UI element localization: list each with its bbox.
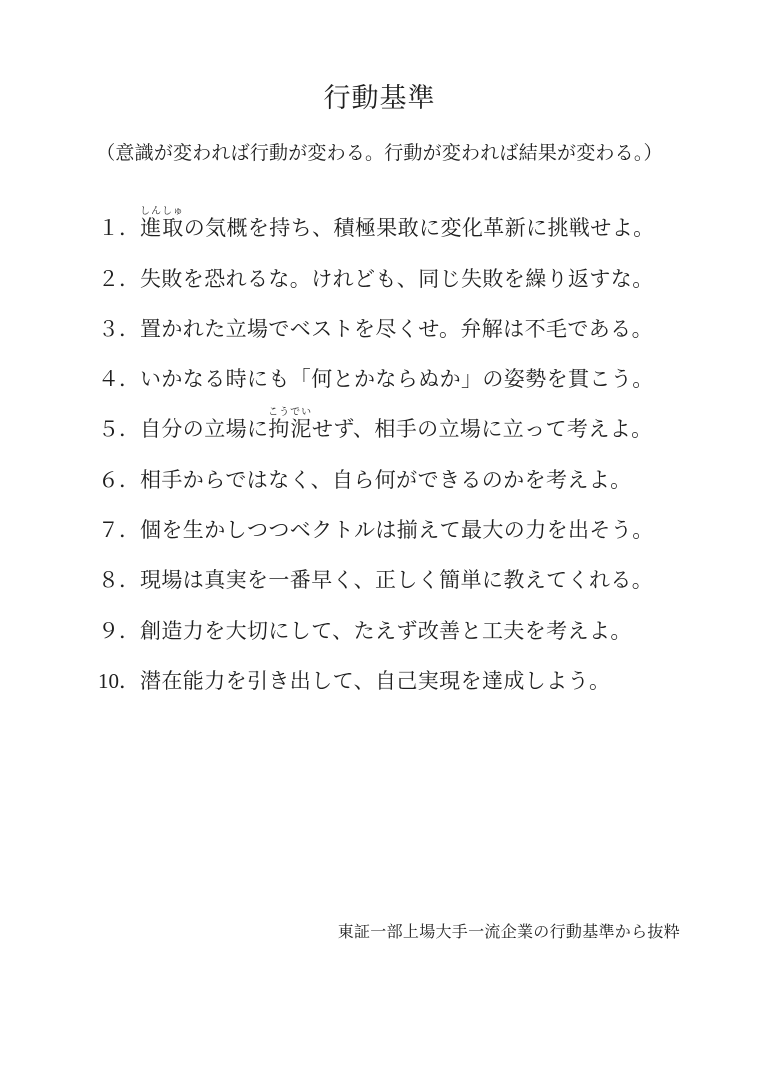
list-item <box>88 291 719 341</box>
rule-number: ４． <box>98 367 140 392</box>
rule-text: いかなる時にも「何とかならぬか」の姿勢を貫こう。 <box>140 367 654 392</box>
rule-text: 潜在能力を引き出して、自己実現を達成しよう。 <box>140 668 611 693</box>
list-item <box>88 441 719 491</box>
rules-list <box>88 190 719 693</box>
rule-number: 10． <box>98 668 140 693</box>
rule-text: 進取しんしゅの気概を持ち、積極果敢に変化革新に挑戦せよ。 <box>140 206 655 241</box>
rule-number: ２． <box>98 266 140 291</box>
list-item <box>88 492 719 542</box>
list-item <box>88 341 719 391</box>
rule-number: ８． <box>98 568 140 593</box>
rule-number: １． <box>98 216 140 241</box>
furigana-annotation: 拘泥こうでい <box>268 407 313 442</box>
list-item <box>88 391 719 441</box>
rule-text: 現場は真実を一番早く、正しく簡単に教えてくれる。 <box>140 568 654 593</box>
page-title: 行動基準 <box>323 83 436 113</box>
rule-number: ３． <box>98 316 140 341</box>
rule-number: ９． <box>98 618 140 643</box>
rule-number: ７． <box>98 517 140 542</box>
furigana-annotation: 進取しんしゅ <box>140 206 184 241</box>
list-item <box>88 592 719 642</box>
rule-number: ５． <box>98 417 140 442</box>
list-item <box>88 190 719 240</box>
rule-text: 置かれた立場でベストを尽くせ。弁解は不毛である。 <box>140 316 653 341</box>
rule-text: 相手からではなく、自ら何ができるのかを考えよ。 <box>140 467 632 492</box>
list-item <box>88 643 719 693</box>
rule-text: 失敗を恐れるな。けれども、同じ失敗を繰り返すな。 <box>140 266 654 291</box>
list-item <box>88 542 719 592</box>
rule-text: 自分の立場に拘泥こうでいせず、相手の立場に立って考えよ。 <box>140 407 653 442</box>
subtitle: （意識が変われば行動が変わる。行動が変われば結果が変わる。） <box>96 143 663 164</box>
list-item <box>88 240 719 290</box>
footer-note: 東証一部上場大手一流企業の行動基準から抜粋 <box>337 924 680 941</box>
rule-number: ６． <box>98 467 140 492</box>
rule-text: 創造力を大切にして、たえず改善と工夫を考えよ。 <box>140 618 632 643</box>
rule-text: 個を生かしつつベクトルは揃えて最大の力を出そう。 <box>140 517 654 542</box>
